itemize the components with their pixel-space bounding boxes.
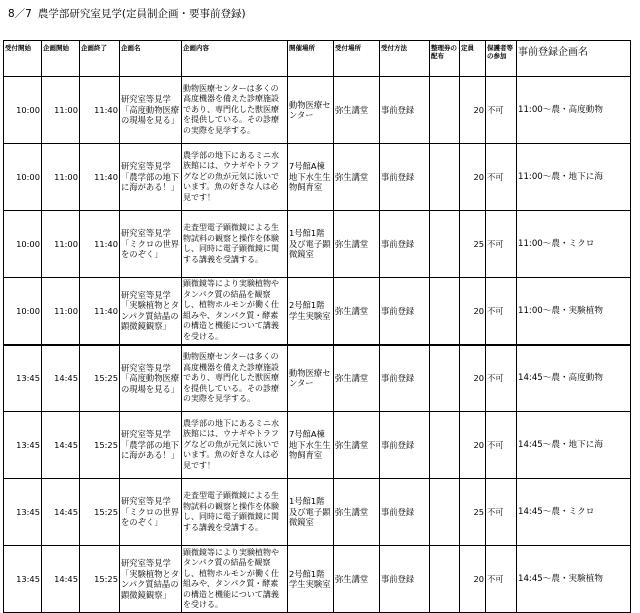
cell-guardian: 不可 <box>486 278 517 345</box>
cell-registration-name: 11:00～農・ミクロ <box>517 211 631 278</box>
col-header: 開催場所 <box>288 41 334 77</box>
cell-registration-name: 11:00～農・地下に海 <box>517 144 631 211</box>
cell-reception-start: 13:45 <box>4 479 42 546</box>
cell-reception-method: 事前登録 <box>380 546 430 613</box>
cell-capacity: 20 <box>460 144 486 211</box>
cell-reception-place: 弥生講堂 <box>334 479 380 546</box>
table-row <box>4 412 631 479</box>
cell-event-content: 農学部の地下にあるミニ水族館には、ウナギやトラフグなどの魚が元気に泳いでいます。魚の好きな人は必見です！ <box>182 412 288 479</box>
cell-reception-method: 事前登録 <box>380 278 430 345</box>
cell-guardian: 不可 <box>486 479 517 546</box>
cell-capacity: 25 <box>460 479 486 546</box>
cell-guardian: 不可 <box>486 412 517 479</box>
cell-event-content: 走査型電子顕微鏡による生物試料の観察と操作を体験し、同時に電子顕微鏡に関する講義を受講する。 <box>182 479 288 546</box>
col-header: 企画名 <box>120 41 182 77</box>
col-header: 整理券の配布 <box>430 41 460 77</box>
cell-event-name: 研究室等見学「実験植物とタンパク質結晶の顕微鏡観察」 <box>120 546 182 613</box>
cell-ticket <box>430 546 460 613</box>
cell-guardian: 不可 <box>486 144 517 211</box>
cell-reception-method: 事前登録 <box>380 479 430 546</box>
table-row <box>4 278 631 345</box>
col-header: 事前登録企画名 <box>517 41 631 77</box>
cell-reception-start: 10:00 <box>4 77 42 144</box>
table-row <box>4 77 631 144</box>
cell-capacity: 25 <box>460 211 486 278</box>
table-row <box>4 479 631 546</box>
table-row <box>4 211 631 278</box>
cell-event-end: 15:25 <box>80 345 120 412</box>
cell-ticket <box>430 345 460 412</box>
cell-reception-start: 13:45 <box>4 412 42 479</box>
cell-event-name: 研究室等見学「高度動物医療の現場を見る」 <box>120 77 182 144</box>
table-row <box>4 546 631 613</box>
cell-reception-start: 10:00 <box>4 278 42 345</box>
col-header: 受付場所 <box>334 41 380 77</box>
cell-registration-name: 14:45～農・実験植物 <box>517 546 631 613</box>
col-header: 企画内容 <box>182 41 288 77</box>
cell-ticket <box>430 144 460 211</box>
cell-capacity: 20 <box>460 412 486 479</box>
cell-guardian: 不可 <box>486 546 517 613</box>
cell-registration-name: 11:00～農・実験植物 <box>517 278 631 345</box>
cell-reception-place: 弥生講堂 <box>334 345 380 412</box>
cell-event-content: 顕微鏡等により実験植物やタンパク質の結晶を観察し、植物ホルモンが働く仕組みや、タンパク質・酵素の構造と機能について講義を受ける。 <box>182 278 288 345</box>
cell-event-content: 動物医療センターは多くの高度機器を備えた診療施設であり、専門化した獣医療を提供している。その診療の実際を見学する。 <box>182 77 288 144</box>
cell-event-end: 11:40 <box>80 211 120 278</box>
cell-event-end: 11:40 <box>80 77 120 144</box>
col-header: 受付開始 <box>4 41 42 77</box>
cell-ticket <box>430 77 460 144</box>
cell-event-start: 11:00 <box>42 144 80 211</box>
col-header: 受付方法 <box>380 41 430 77</box>
cell-guardian: 不可 <box>486 77 517 144</box>
cell-venue: 2号館1階学生実験室 <box>288 278 334 345</box>
event-date: 8／7 <box>8 8 32 20</box>
cell-reception-method: 事前登録 <box>380 144 430 211</box>
cell-venue: 2号館1階学生実験室 <box>288 546 334 613</box>
cell-registration-name: 14:45～農・高度動物 <box>517 345 631 412</box>
cell-reception-place: 弥生講堂 <box>334 546 380 613</box>
cell-event-start: 11:00 <box>42 77 80 144</box>
cell-registration-name: 14:45～農・地下に海 <box>517 412 631 479</box>
cell-event-content: 農学部の地下にあるミニ水族館には、ウナギやトラフグなどの魚が元気に泳いでいます。魚の好きな人は必見です！ <box>182 144 288 211</box>
cell-reception-start: 13:45 <box>4 546 42 613</box>
cell-capacity: 20 <box>460 278 486 345</box>
cell-event-start: 14:45 <box>42 546 80 613</box>
table-row <box>4 345 631 412</box>
cell-event-end: 15:25 <box>80 412 120 479</box>
cell-event-end: 11:40 <box>80 278 120 345</box>
cell-reception-place: 弥生講堂 <box>334 77 380 144</box>
cell-reception-place: 弥生講堂 <box>334 211 380 278</box>
cell-reception-place: 弥生講堂 <box>334 144 380 211</box>
cell-event-name: 研究室等見学「実験植物とタンパク質結晶の顕微鏡観察」 <box>120 278 182 345</box>
cell-ticket <box>430 211 460 278</box>
page-title <box>8 6 246 21</box>
cell-ticket <box>430 278 460 345</box>
cell-guardian: 不可 <box>486 211 517 278</box>
cell-reception-method: 事前登録 <box>380 412 430 479</box>
cell-registration-name: 11:00～農・高度動物 <box>517 77 631 144</box>
schedule-table <box>3 40 631 613</box>
col-header: 企画終了 <box>80 41 120 77</box>
col-header: 保護者等の参加 <box>486 41 517 77</box>
cell-event-start: 11:00 <box>42 211 80 278</box>
cell-registration-name: 14:45～農・ミクロ <box>517 479 631 546</box>
cell-event-end: 11:40 <box>80 144 120 211</box>
table-row <box>4 144 631 211</box>
cell-reception-method: 事前登録 <box>380 345 430 412</box>
cell-event-name: 研究室等見学「農学部の地下に海がある！」 <box>120 144 182 211</box>
col-header: 企画開始 <box>42 41 80 77</box>
cell-event-start: 14:45 <box>42 412 80 479</box>
cell-event-content: 顕微鏡等により実験植物やタンパク質の結晶を観察し、植物ホルモンが働く仕組みや、タンパク質・酵素の構造と機能について講義を受ける。 <box>182 546 288 613</box>
cell-reception-place: 弥生講堂 <box>334 278 380 345</box>
cell-venue: 1号館1階及び電子顕微鏡室 <box>288 211 334 278</box>
cell-ticket <box>430 412 460 479</box>
cell-venue: 7号館A棟地下水生生物飼育室 <box>288 144 334 211</box>
table-header-row <box>4 41 631 77</box>
cell-event-name: 研究室等見学「ミクロの世界をのぞく」 <box>120 211 182 278</box>
cell-reception-start: 10:00 <box>4 144 42 211</box>
cell-reception-method: 事前登録 <box>380 211 430 278</box>
col-header: 定員 <box>460 41 486 77</box>
cell-reception-method: 事前登録 <box>380 77 430 144</box>
cell-event-end: 15:25 <box>80 479 120 546</box>
cell-venue: 1号館1階及び電子顕微鏡室 <box>288 479 334 546</box>
cell-event-start: 14:45 <box>42 479 80 546</box>
cell-ticket <box>430 479 460 546</box>
cell-event-start: 14:45 <box>42 345 80 412</box>
cell-event-content: 動物医療センターは多くの高度機器を備えた診療施設であり、専門化した獣医療を提供している。その診療の実際を見学する。 <box>182 345 288 412</box>
cell-capacity: 20 <box>460 77 486 144</box>
cell-reception-start: 10:00 <box>4 211 42 278</box>
cell-venue: 動物医療センター <box>288 345 334 412</box>
cell-event-content: 走査型電子顕微鏡による生物試料の観察と操作を体験し、同時に電子顕微鏡に関する講義を受講する。 <box>182 211 288 278</box>
event-title: 農学部研究室見学(定員制企画・要事前登録) <box>37 8 246 20</box>
cell-event-end: 15:25 <box>80 546 120 613</box>
cell-reception-start: 13:45 <box>4 345 42 412</box>
cell-capacity: 20 <box>460 546 486 613</box>
cell-venue: 7号館A棟地下水生生物飼育室 <box>288 412 334 479</box>
cell-event-start: 11:00 <box>42 278 80 345</box>
cell-reception-place: 弥生講堂 <box>334 412 380 479</box>
cell-event-name: 研究室等見学「農学部の地下に海がある！」 <box>120 412 182 479</box>
cell-guardian: 不可 <box>486 345 517 412</box>
cell-venue: 動物医療センター <box>288 77 334 144</box>
cell-capacity: 20 <box>460 345 486 412</box>
cell-event-name: 研究室等見学「ミクロの世界をのぞく」 <box>120 479 182 546</box>
cell-event-name: 研究室等見学「高度動物医療の現場を見る」 <box>120 345 182 412</box>
